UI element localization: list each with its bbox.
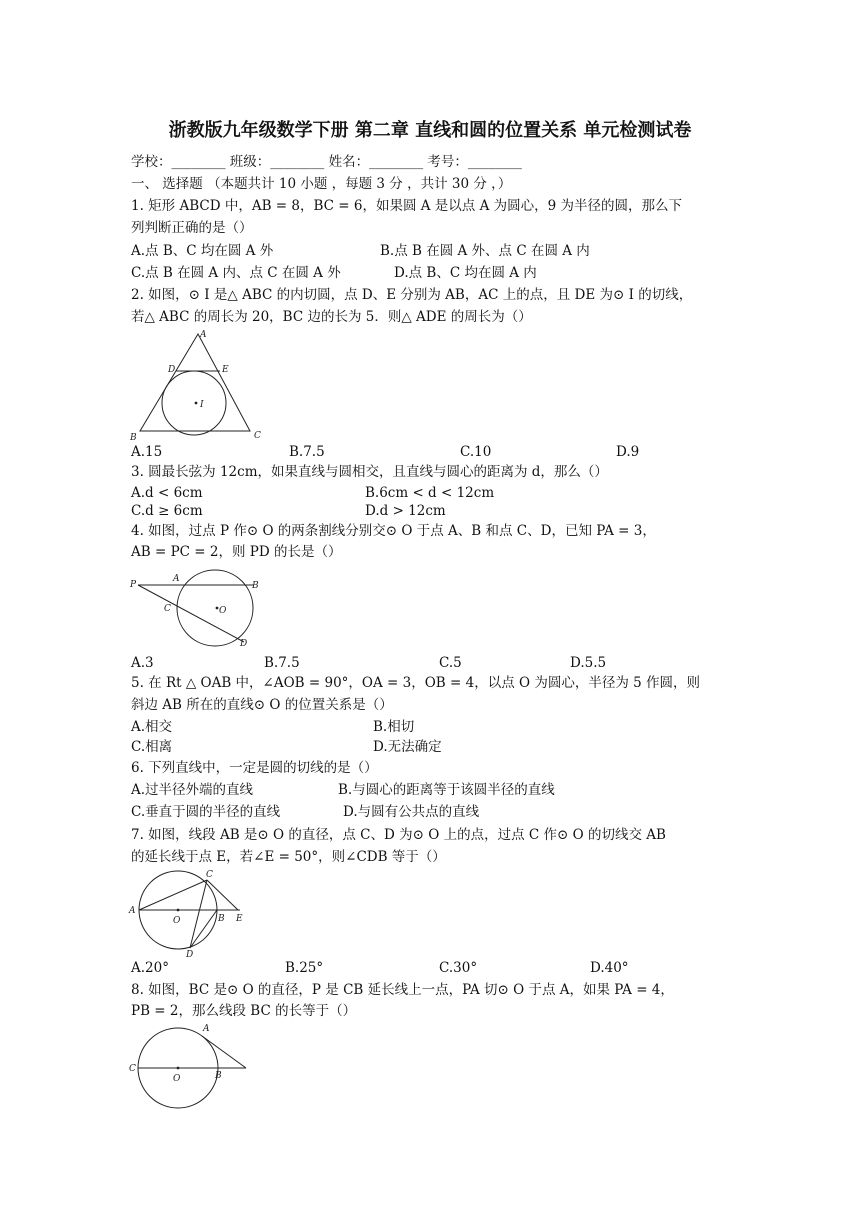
chord-cd [190, 880, 207, 948]
section-header: 一、 选择题 （本题共计 10 小题 ，每题 3 分 ，共计 30 分 ，） [131, 176, 512, 192]
q3-option-b: B.6cm < d < 12cm [365, 485, 495, 501]
q7-option-d: D.40° [590, 960, 629, 976]
q2-stem-line1: 2. 如图，⊙ I 是△ ABC 的内切圆，点 D、E 分别为 AB，AC 上的点，且 DE 为⊙ I 的切线， [131, 287, 693, 303]
page-title: 浙教版九年级数学下册 第二章 直线和圆的位置关系 单元检测试卷 [168, 120, 692, 141]
label-d: D [168, 365, 176, 375]
label-b: B [252, 581, 259, 591]
label-a: A [173, 574, 180, 584]
q6-option-a: A.过半径外端的直线 [131, 782, 254, 798]
label-b: B [215, 1071, 222, 1081]
q2-option-a: A.15 [131, 444, 163, 460]
tangent-ce [207, 880, 238, 910]
q7-option-c: C.30° [439, 960, 478, 976]
q2-option-d: D.9 [616, 444, 640, 460]
label-a: A [200, 330, 207, 340]
q8-stem-line1: 8. 如图，BC 是⊙ O 的直径，P 是 CB 延长线上一点，PA 切⊙ O 于点 A，如果 PA = 4， [131, 982, 674, 998]
q4-option-a: A.3 [131, 655, 154, 671]
q3-option-d: D.d > 12cm [365, 503, 446, 519]
q6-option-b: B.与圆心的距离等于该圆半径的直线 [338, 782, 555, 798]
q2-option-b: B.7.5 [289, 444, 325, 460]
chord-db [190, 910, 217, 948]
q4-option-d: D.5.5 [570, 655, 607, 671]
circle-o [177, 570, 253, 646]
label-e: E [236, 914, 243, 924]
incircle-i [162, 371, 226, 435]
label-d: D [186, 950, 194, 958]
q5-stem-line1: 5. 在 Rt △ OAB 中，∠AOB = 90°，OA = 3，OB = 4，以点 O 为圆心，半径为 5 作圆，则 [131, 675, 701, 691]
label-a: A [203, 1024, 210, 1034]
label-a: A [129, 906, 136, 916]
label-b: B [130, 433, 137, 442]
q2-triangle-incircle-figure [126, 328, 268, 442]
label-c: C [129, 1064, 136, 1074]
center-o-dot [177, 1067, 180, 1070]
label-i: I [200, 400, 204, 410]
q4-stem-line2: AB = PC = 2，则 PD 的长是（） [131, 544, 342, 560]
q4-option-b: B.7.5 [264, 655, 300, 671]
label-c: C [164, 604, 171, 614]
chord-ac [139, 880, 207, 910]
q7-stem-line2: 的延长线于点 E，若∠E = 50°，则∠CDB 等于（） [131, 849, 446, 865]
q7-stem-line1: 7. 如图，线段 AB 是⊙ O 的直径，点 C、D 为⊙ O 上的点，过点 C 作⊙ O 的切线交 AB [131, 827, 666, 843]
q3-option-c: C.d ≥ 6cm [131, 503, 203, 519]
q5-option-b: B.相切 [373, 719, 415, 735]
q2-stem-line2: 若△ ABC 的周长为 20，BC 边的长为 5．则△ ADE 的周长为（） [131, 309, 532, 325]
q1-option-a: A.点 B、C 均在圆 A 外 [131, 243, 274, 259]
q7-option-a: A.20° [131, 960, 169, 976]
label-o: O [173, 916, 181, 926]
q4-option-c: C.5 [439, 655, 462, 671]
label-p: P [130, 580, 137, 590]
label-o: O [219, 606, 227, 616]
label-e: E [222, 365, 229, 375]
tangent-pa [202, 1036, 246, 1068]
label-c: C [254, 431, 261, 441]
center-o-dot [177, 909, 180, 912]
q6-option-d: D.与圆有公共点的直线 [343, 804, 480, 820]
label-o: O [173, 1074, 181, 1084]
q2-option-c: C.10 [460, 444, 492, 460]
q1-option-d: D.点 B、C 均在圆 A 内 [394, 265, 537, 281]
q1-stem-line2: 列判断正确的是（） [131, 220, 253, 236]
center-o-dot [216, 607, 219, 610]
label-c: C [206, 870, 213, 880]
q4-secant-figure [126, 566, 272, 654]
q1-option-b: B.点 B 在圆 A 外、点 C 在圆 A 内 [380, 243, 590, 259]
label-d: D [240, 639, 248, 649]
q1-stem-line1: 1. 矩形 ABCD 中，AB = 8，BC = 6，如果圆 A 是以点 A 为圆心，9 为半径的圆，那么下 [131, 198, 683, 214]
triangle-abc [140, 334, 250, 431]
q6-option-c: C.垂直于圆的半径的直线 [131, 804, 281, 820]
center-i-dot [195, 402, 198, 405]
q5-option-c: C.相离 [131, 739, 173, 755]
q8-stem-line2: PB = 2，那么线段 BC 的长等于（） [131, 1003, 357, 1019]
q5-stem-line2: 斜边 AB 所在的直线⊙ O 的位置关系是（） [131, 697, 393, 713]
secant-pcd [138, 585, 244, 642]
info-line: 学校：________ 班级：________ 姓名：________ 考号：________ [131, 154, 522, 170]
q1-option-c: C.点 B 在圆 A 内、点 C 在圆 A 外 [131, 265, 341, 281]
label-b: B [218, 914, 225, 924]
q5-option-a: A.相交 [131, 719, 173, 735]
q8-tangent-figure [126, 1020, 252, 1112]
q3-stem-line1: 3. 圆最长弦为 12cm，如果直线与圆相交，且直线与圆心的距离为 d，那么（） [131, 464, 608, 480]
q6-stem-line1: 6. 下列直线中，一定是圆的切线的是（） [131, 760, 378, 776]
q3-option-a: A.d < 6cm [131, 485, 203, 501]
q7-option-b: B.25° [285, 960, 324, 976]
q7-tangent-figure [126, 866, 256, 958]
q5-option-d: D.无法确定 [373, 739, 442, 755]
q4-stem-line1: 4. 如图，过点 P 作⊙ O 的两条割线分别交⊙ O 于点 A、B 和点 C、D，已知 PA = 3， [131, 523, 656, 539]
